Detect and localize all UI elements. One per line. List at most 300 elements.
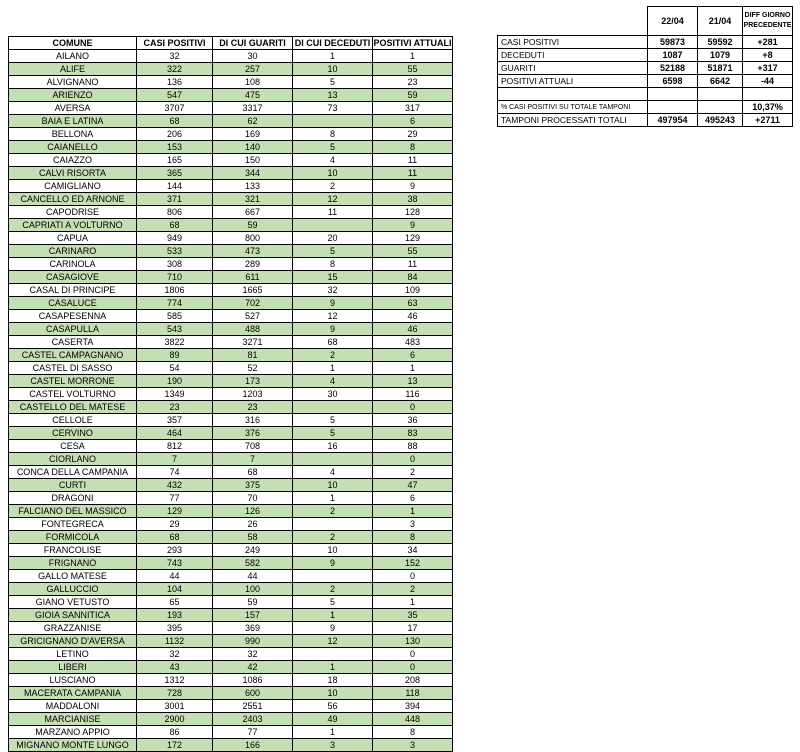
comune-row — [9, 50, 453, 63]
summary-blank-cell — [498, 88, 648, 101]
comune-cell: DRAGONI — [9, 492, 137, 505]
positivi-attuali-cell: 2 — [373, 466, 453, 479]
casi-positivi-cell: 432 — [137, 479, 213, 492]
guariti-cell: 2403 — [213, 713, 293, 726]
comune-row — [9, 661, 453, 674]
casi-positivi-cell: 533 — [137, 245, 213, 258]
comune-row — [9, 453, 453, 466]
deceduti-cell: 73 — [293, 102, 373, 115]
guariti-cell: 140 — [213, 141, 293, 154]
comune-cell: CIORLANO — [9, 453, 137, 466]
deceduti-cell: 12 — [293, 310, 373, 323]
deceduti-cell: 2 — [293, 531, 373, 544]
deceduti-cell: 4 — [293, 466, 373, 479]
deceduti-cell — [293, 648, 373, 661]
guariti-cell: 58 — [213, 531, 293, 544]
col-header-casi-positivi: CASI POSITIVI — [137, 37, 213, 50]
guariti-cell: 100 — [213, 583, 293, 596]
positivi-attuali-cell: 55 — [373, 63, 453, 76]
deceduti-cell: 5 — [293, 141, 373, 154]
deceduti-cell: 1 — [293, 362, 373, 375]
positivi-attuali-cell: 130 — [373, 635, 453, 648]
comune-row — [9, 544, 453, 557]
comune-cell: FRIGNANO — [9, 557, 137, 570]
comune-row — [9, 258, 453, 271]
summary-pct-empty — [698, 101, 743, 114]
casi-positivi-cell: 293 — [137, 544, 213, 557]
deceduti-cell: 1 — [293, 726, 373, 739]
comune-row — [9, 336, 453, 349]
comune-row — [9, 115, 453, 128]
summary-table — [497, 6, 793, 127]
casi-positivi-cell: 68 — [137, 219, 213, 232]
positivi-attuali-cell: 11 — [373, 154, 453, 167]
summary-header-row — [498, 7, 793, 36]
col-header-comune: COMUNE — [9, 37, 137, 50]
deceduti-cell: 9 — [293, 297, 373, 310]
casi-positivi-cell: 365 — [137, 167, 213, 180]
casi-positivi-cell: 1132 — [137, 635, 213, 648]
comune-row — [9, 635, 453, 648]
comune-cell: CASAL DI PRINCIPE — [9, 284, 137, 297]
comune-cell: CARINOLA — [9, 258, 137, 271]
positivi-attuali-cell: 394 — [373, 700, 453, 713]
comune-row — [9, 206, 453, 219]
guariti-cell: 475 — [213, 89, 293, 102]
guariti-cell: 1203 — [213, 388, 293, 401]
positivi-attuali-cell: 0 — [373, 453, 453, 466]
comune-row — [9, 271, 453, 284]
positivi-attuali-cell: 35 — [373, 609, 453, 622]
comune-cell: CARINARO — [9, 245, 137, 258]
comune-cell: CAPRIATI A VOLTURNO — [9, 219, 137, 232]
guariti-cell: 321 — [213, 193, 293, 206]
casi-positivi-cell: 543 — [137, 323, 213, 336]
positivi-attuali-cell: 128 — [373, 206, 453, 219]
comune-cell: CASTELLO DEL MATESE — [9, 401, 137, 414]
casi-positivi-cell: 32 — [137, 50, 213, 63]
guariti-cell: 81 — [213, 349, 293, 362]
deceduti-cell — [293, 518, 373, 531]
positivi-attuali-cell: 109 — [373, 284, 453, 297]
deceduti-cell — [293, 115, 373, 128]
casi-positivi-cell: 1312 — [137, 674, 213, 687]
positivi-attuali-cell: 9 — [373, 219, 453, 232]
positivi-attuali-cell: 8 — [373, 141, 453, 154]
positivi-attuali-cell: 483 — [373, 336, 453, 349]
comune-row — [9, 141, 453, 154]
positivi-attuali-cell: 36 — [373, 414, 453, 427]
col-header-guariti: DI CUI GUARITI — [213, 37, 293, 50]
positivi-attuali-cell: 317 — [373, 102, 453, 115]
summary-blank-cell — [648, 88, 698, 101]
comune-row — [9, 219, 453, 232]
comune-row — [9, 440, 453, 453]
comune-cell: FRANCOLISE — [9, 544, 137, 557]
casi-positivi-cell: 949 — [137, 232, 213, 245]
casi-positivi-cell: 153 — [137, 141, 213, 154]
positivi-attuali-cell: 0 — [373, 661, 453, 674]
comune-cell: CASALUCE — [9, 297, 137, 310]
summary-value-22: 1087 — [648, 49, 698, 62]
summary-tamponi-21: 495243 — [698, 114, 743, 127]
positivi-attuali-cell: 63 — [373, 297, 453, 310]
summary-row — [498, 75, 793, 88]
positivi-attuali-cell: 448 — [373, 713, 453, 726]
casi-positivi-cell: 172 — [137, 739, 213, 752]
guariti-cell: 26 — [213, 518, 293, 531]
positivi-attuali-cell: 59 — [373, 89, 453, 102]
positivi-attuali-cell: 152 — [373, 557, 453, 570]
comune-row — [9, 674, 453, 687]
guariti-cell: 249 — [213, 544, 293, 557]
comune-row — [9, 128, 453, 141]
positivi-attuali-cell: 1 — [373, 362, 453, 375]
comune-row — [9, 154, 453, 167]
comune-cell: CASAGIOVE — [9, 271, 137, 284]
comune-row — [9, 63, 453, 76]
comune-cell: LUSCIANO — [9, 674, 137, 687]
casi-positivi-cell: 322 — [137, 63, 213, 76]
deceduti-cell: 4 — [293, 154, 373, 167]
deceduti-cell: 5 — [293, 414, 373, 427]
comune-cell: MARCIANISE — [9, 713, 137, 726]
guariti-cell: 3271 — [213, 336, 293, 349]
positivi-attuali-cell: 55 — [373, 245, 453, 258]
summary-row — [498, 49, 793, 62]
deceduti-cell: 15 — [293, 271, 373, 284]
comune-cell: MACERATA CAMPANIA — [9, 687, 137, 700]
deceduti-cell: 5 — [293, 76, 373, 89]
positivi-attuali-cell: 6 — [373, 492, 453, 505]
positivi-attuali-cell: 29 — [373, 128, 453, 141]
comune-row — [9, 401, 453, 414]
positivi-attuali-cell: 11 — [373, 167, 453, 180]
guariti-cell: 77 — [213, 726, 293, 739]
casi-positivi-cell: 812 — [137, 440, 213, 453]
casi-positivi-cell: 806 — [137, 206, 213, 219]
positivi-attuali-cell: 3 — [373, 739, 453, 752]
casi-positivi-cell: 68 — [137, 531, 213, 544]
guariti-cell: 667 — [213, 206, 293, 219]
casi-positivi-cell: 65 — [137, 596, 213, 609]
guariti-cell: 582 — [213, 557, 293, 570]
casi-positivi-cell: 193 — [137, 609, 213, 622]
casi-positivi-cell: 357 — [137, 414, 213, 427]
guariti-cell: 52 — [213, 362, 293, 375]
guariti-cell: 316 — [213, 414, 293, 427]
guariti-cell: 133 — [213, 180, 293, 193]
deceduti-cell — [293, 219, 373, 232]
summary-value-21: 6642 — [698, 75, 743, 88]
comune-cell: CASTEL DI SASSO — [9, 362, 137, 375]
comune-cell: GIANO VETUSTO — [9, 596, 137, 609]
comune-cell: AVERSA — [9, 102, 137, 115]
deceduti-cell — [293, 570, 373, 583]
casi-positivi-cell: 3822 — [137, 336, 213, 349]
summary-label: DECEDUTI — [498, 49, 648, 62]
comune-cell: CASAPESENNA — [9, 310, 137, 323]
comune-cell: ALVIGNANO — [9, 76, 137, 89]
summary-value-21: 1079 — [698, 49, 743, 62]
comune-row — [9, 89, 453, 102]
casi-positivi-cell: 774 — [137, 297, 213, 310]
col-header-deceduti: DI CUI DECEDUTI — [293, 37, 373, 50]
deceduti-cell: 2 — [293, 180, 373, 193]
summary-tamponi-row — [498, 114, 793, 127]
comune-row — [9, 687, 453, 700]
comune-row — [9, 297, 453, 310]
deceduti-cell — [293, 453, 373, 466]
guariti-cell: 62 — [213, 115, 293, 128]
casi-positivi-cell: 77 — [137, 492, 213, 505]
comune-cell: GIOIA SANNITICA — [9, 609, 137, 622]
comune-cell: AILANO — [9, 50, 137, 63]
comune-cell: BELLONA — [9, 128, 137, 141]
casi-positivi-cell: 144 — [137, 180, 213, 193]
comune-row — [9, 245, 453, 258]
positivi-attuali-cell: 116 — [373, 388, 453, 401]
guariti-cell: 23 — [213, 401, 293, 414]
guariti-cell: 59 — [213, 219, 293, 232]
summary-blank-row — [498, 88, 793, 101]
comune-row — [9, 323, 453, 336]
comune-row — [9, 193, 453, 206]
guariti-cell: 150 — [213, 154, 293, 167]
comune-cell: LIBERI — [9, 661, 137, 674]
deceduti-cell: 1 — [293, 492, 373, 505]
comune-cell: FORMICOLA — [9, 531, 137, 544]
casi-positivi-cell: 1349 — [137, 388, 213, 401]
guariti-cell: 708 — [213, 440, 293, 453]
guariti-cell: 70 — [213, 492, 293, 505]
comune-row — [9, 349, 453, 362]
guariti-cell: 369 — [213, 622, 293, 635]
summary-row — [498, 62, 793, 75]
comune-row — [9, 726, 453, 739]
positivi-attuali-cell: 2 — [373, 583, 453, 596]
positivi-attuali-cell: 84 — [373, 271, 453, 284]
deceduti-cell: 9 — [293, 622, 373, 635]
guariti-cell: 600 — [213, 687, 293, 700]
comune-row — [9, 232, 453, 245]
comune-cell: MIGNANO MONTE LUNGO — [9, 739, 137, 752]
positivi-attuali-cell: 34 — [373, 544, 453, 557]
comune-row — [9, 570, 453, 583]
comune-row — [9, 596, 453, 609]
guariti-cell: 1086 — [213, 674, 293, 687]
summary-tamponi-diff: +2711 — [743, 114, 793, 127]
casi-positivi-cell: 129 — [137, 505, 213, 518]
comune-cell: FONTEGRECA — [9, 518, 137, 531]
guariti-cell: 344 — [213, 167, 293, 180]
deceduti-cell: 1 — [293, 609, 373, 622]
deceduti-cell: 5 — [293, 596, 373, 609]
guariti-cell: 173 — [213, 375, 293, 388]
summary-label: POSITIVI ATTUALI — [498, 75, 648, 88]
comune-cell: ARIENZO — [9, 89, 137, 102]
guariti-cell: 375 — [213, 479, 293, 492]
summary-diff: +281 — [743, 36, 793, 49]
comune-cell: FALCIANO DEL MASSICO — [9, 505, 137, 518]
deceduti-cell: 1 — [293, 661, 373, 674]
positivi-attuali-cell: 13 — [373, 375, 453, 388]
guariti-cell: 527 — [213, 310, 293, 323]
positivi-attuali-cell: 11 — [373, 258, 453, 271]
guariti-cell: 257 — [213, 63, 293, 76]
comune-cell: CASTEL MORRONE — [9, 375, 137, 388]
positivi-attuali-cell: 46 — [373, 310, 453, 323]
deceduti-cell: 5 — [293, 427, 373, 440]
comune-row — [9, 466, 453, 479]
guariti-cell: 169 — [213, 128, 293, 141]
casi-positivi-cell: 74 — [137, 466, 213, 479]
comune-cell: CONCA DELLA CAMPANIA — [9, 466, 137, 479]
guariti-cell: 44 — [213, 570, 293, 583]
comune-cell: CAIAZZO — [9, 154, 137, 167]
casi-positivi-cell: 3001 — [137, 700, 213, 713]
summary-diff: -44 — [743, 75, 793, 88]
comune-row — [9, 700, 453, 713]
positivi-attuali-cell: 88 — [373, 440, 453, 453]
guariti-cell: 1665 — [213, 284, 293, 297]
summary-value-22: 52188 — [648, 62, 698, 75]
comune-cell: GRAZZANISE — [9, 622, 137, 635]
casi-positivi-cell: 710 — [137, 271, 213, 284]
comune-cell: CAPODRISE — [9, 206, 137, 219]
guariti-cell: 166 — [213, 739, 293, 752]
casi-positivi-cell: 3707 — [137, 102, 213, 115]
guariti-cell: 59 — [213, 596, 293, 609]
comune-cell: MARZANO APPIO — [9, 726, 137, 739]
summary-pct-label: % CASI POSITIVI SU TOTALE TAMPONI — [498, 101, 648, 114]
casi-positivi-cell: 44 — [137, 570, 213, 583]
comune-row — [9, 505, 453, 518]
casi-positivi-cell: 395 — [137, 622, 213, 635]
guariti-cell: 2551 — [213, 700, 293, 713]
deceduti-cell: 2 — [293, 583, 373, 596]
comune-row — [9, 739, 453, 752]
comune-cell: CANCELLO ED ARNONE — [9, 193, 137, 206]
casi-positivi-cell: 32 — [137, 648, 213, 661]
comune-cell: GRICIGNANO D'AVERSA — [9, 635, 137, 648]
summary-pct-empty — [648, 101, 698, 114]
deceduti-cell: 5 — [293, 245, 373, 258]
summary-blank-cell — [743, 88, 793, 101]
casi-positivi-cell: 54 — [137, 362, 213, 375]
summary-diff: +8 — [743, 49, 793, 62]
comune-row — [9, 648, 453, 661]
positivi-attuali-cell: 6 — [373, 349, 453, 362]
comune-row — [9, 479, 453, 492]
summary-pct-value: 10,37% — [743, 101, 793, 114]
casi-positivi-cell: 206 — [137, 128, 213, 141]
comune-cell: CAIANELLO — [9, 141, 137, 154]
col-header-positivi-attuali: POSITIVI ATTUALI — [373, 37, 452, 48]
positivi-attuali-cell: 8 — [373, 531, 453, 544]
deceduti-cell — [293, 401, 373, 414]
deceduti-cell: 1 — [293, 50, 373, 63]
summary-header-empty — [498, 7, 648, 36]
casi-positivi-cell: 547 — [137, 89, 213, 102]
comune-row — [9, 609, 453, 622]
summary-pct-row — [498, 101, 793, 114]
comune-cell: GALLO MATESE — [9, 570, 137, 583]
casi-positivi-cell: 1806 — [137, 284, 213, 297]
comune-row — [9, 622, 453, 635]
casi-positivi-cell: 104 — [137, 583, 213, 596]
summary-value-22: 59873 — [648, 36, 698, 49]
guariti-cell: 126 — [213, 505, 293, 518]
comune-row — [9, 284, 453, 297]
positivi-attuali-cell: 0 — [373, 401, 453, 414]
deceduti-cell: 8 — [293, 258, 373, 271]
summary-tamponi-label: TAMPONI PROCESSATI TOTALI — [498, 114, 648, 127]
positivi-attuali-cell: 83 — [373, 427, 453, 440]
deceduti-cell: 10 — [293, 167, 373, 180]
casi-positivi-cell: 86 — [137, 726, 213, 739]
positivi-attuali-cell: 8 — [373, 726, 453, 739]
positivi-attuali-cell: 17 — [373, 622, 453, 635]
comune-cell: MADDALONI — [9, 700, 137, 713]
deceduti-cell: 20 — [293, 232, 373, 245]
positivi-attuali-cell: 46 — [373, 323, 453, 336]
deceduti-cell: 10 — [293, 63, 373, 76]
comune-cell: GALLUCCIO — [9, 583, 137, 596]
casi-positivi-cell: 7 — [137, 453, 213, 466]
casi-positivi-cell: 43 — [137, 661, 213, 674]
deceduti-cell: 10 — [293, 479, 373, 492]
positivi-attuali-cell: 47 — [373, 479, 453, 492]
casi-positivi-cell: 23 — [137, 401, 213, 414]
deceduti-cell: 18 — [293, 674, 373, 687]
guariti-cell: 157 — [213, 609, 293, 622]
deceduti-cell: 10 — [293, 544, 373, 557]
guariti-cell: 7 — [213, 453, 293, 466]
positivi-attuali-cell: 0 — [373, 648, 453, 661]
summary-label: CASI POSITIVI — [498, 36, 648, 49]
comune-row — [9, 427, 453, 440]
guariti-cell: 108 — [213, 76, 293, 89]
deceduti-cell: 12 — [293, 635, 373, 648]
positivi-attuali-cell: 38 — [373, 193, 453, 206]
deceduti-cell: 10 — [293, 687, 373, 700]
guariti-cell: 990 — [213, 635, 293, 648]
positivi-attuali-cell: 3 — [373, 518, 453, 531]
casi-positivi-cell: 585 — [137, 310, 213, 323]
comune-cell: LETINO — [9, 648, 137, 661]
deceduti-cell: 2 — [293, 349, 373, 362]
guariti-cell: 289 — [213, 258, 293, 271]
summary-value-22: 6598 — [648, 75, 698, 88]
summary-col-diff: DIFF GIORNO PRECEDENTE — [743, 7, 793, 36]
deceduti-cell: 56 — [293, 700, 373, 713]
comune-cell: CELLOLE — [9, 414, 137, 427]
positivi-attuali-cell: 1 — [373, 50, 453, 63]
guariti-cell: 30 — [213, 50, 293, 63]
guariti-cell: 800 — [213, 232, 293, 245]
comune-cell: CAPUA — [9, 232, 137, 245]
comune-row — [9, 388, 453, 401]
casi-positivi-cell: 165 — [137, 154, 213, 167]
comune-row — [9, 518, 453, 531]
casi-positivi-cell: 68 — [137, 115, 213, 128]
casi-positivi-cell: 89 — [137, 349, 213, 362]
guariti-cell: 376 — [213, 427, 293, 440]
deceduti-cell: 12 — [293, 193, 373, 206]
guariti-cell: 32 — [213, 648, 293, 661]
comune-row — [9, 167, 453, 180]
